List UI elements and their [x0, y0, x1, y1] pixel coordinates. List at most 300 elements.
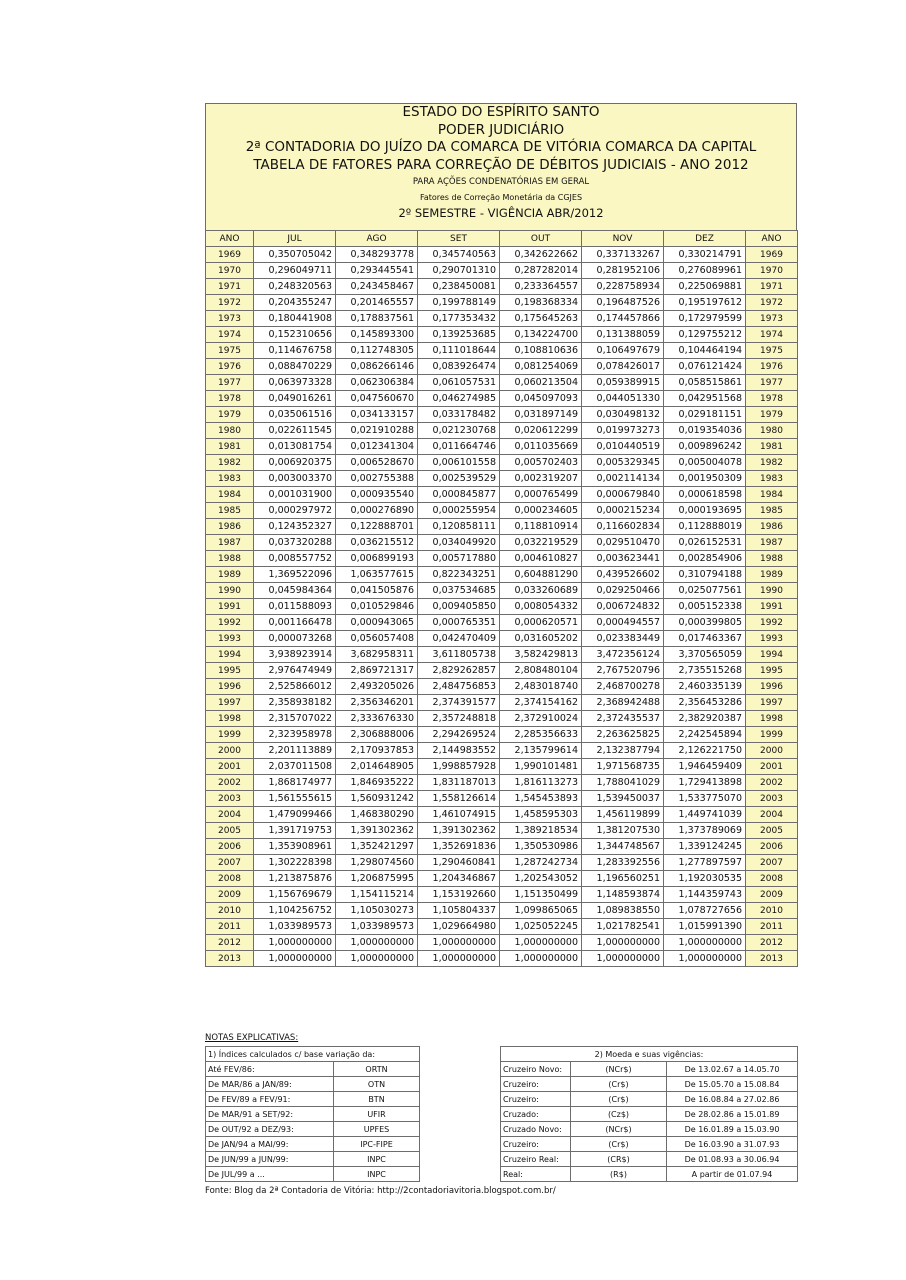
year-cell: 1980 [206, 423, 254, 439]
factor-cell: 0,006101558 [418, 455, 500, 471]
factor-cell: 0,026152531 [664, 535, 746, 551]
currency-period: De 13.02.67 a 14.05.70 [667, 1062, 798, 1077]
factor-cell: 1,290460841 [418, 855, 500, 871]
indices-index: INPC [334, 1167, 420, 1182]
factor-cell: 0,000935540 [336, 487, 418, 503]
year-cell: 1995 [206, 663, 254, 679]
factor-cell: 2,808480104 [500, 663, 582, 679]
indices-notes-table [205, 1046, 420, 1182]
currency-symbol: (Cz$) [571, 1107, 667, 1122]
factor-cell: 2,201113889 [254, 743, 336, 759]
year-cell-right: 1988 [746, 551, 798, 567]
year-cell-right: 1990 [746, 583, 798, 599]
table-row [206, 263, 798, 279]
year-cell: 1993 [206, 631, 254, 647]
factor-cell: 1,998857928 [418, 759, 500, 775]
factor-cell: 3,370565059 [664, 647, 746, 663]
table-row [206, 887, 798, 903]
factor-cell: 1,389218534 [500, 823, 582, 839]
table-row [206, 663, 798, 679]
year-cell: 1976 [206, 359, 254, 375]
factor-cell: 0,104464194 [664, 343, 746, 359]
year-cell: 1981 [206, 439, 254, 455]
indices-row [206, 1137, 420, 1152]
currency-row [501, 1167, 798, 1182]
factor-cell: 1,831187013 [418, 775, 500, 791]
factor-cell: 1,151350499 [500, 887, 582, 903]
table-row [206, 407, 798, 423]
factor-cell: 2,372910024 [500, 711, 582, 727]
factor-cell: 0,058515861 [664, 375, 746, 391]
factor-cell: 1,846935222 [336, 775, 418, 791]
year-cell: 1973 [206, 311, 254, 327]
factor-cell: 0,003623441 [582, 551, 664, 567]
factor-cell: 1,213875876 [254, 871, 336, 887]
year-cell: 1988 [206, 551, 254, 567]
year-cell-right: 1981 [746, 439, 798, 455]
factor-cell: 2,144983552 [418, 743, 500, 759]
year-cell: 2000 [206, 743, 254, 759]
factor-cell: 3,682958311 [336, 647, 418, 663]
year-cell-right: 1999 [746, 727, 798, 743]
table-row [206, 951, 798, 967]
year-cell-right: 1974 [746, 327, 798, 343]
table-row [206, 903, 798, 919]
factor-cell: 1,204346867 [418, 871, 500, 887]
currency-period: De 16.01.89 a 15.03.90 [667, 1122, 798, 1137]
year-cell: 2007 [206, 855, 254, 871]
factor-cell: 0,005004078 [664, 455, 746, 471]
factor-cell: 0,178837561 [336, 311, 418, 327]
factor-cell: 2,767520796 [582, 663, 664, 679]
factor-cell: 1,063577615 [336, 567, 418, 583]
col-header-ano-right: ANO [746, 231, 798, 247]
factor-cell: 2,126221750 [664, 743, 746, 759]
year-cell-right: 1972 [746, 295, 798, 311]
factor-cell: 0,106497679 [582, 343, 664, 359]
factor-cell: 0,129755212 [664, 327, 746, 343]
factor-cell: 0,031897149 [500, 407, 582, 423]
currency-row [501, 1137, 798, 1152]
factor-cell: 2,132387794 [582, 743, 664, 759]
factor-cell: 1,033989573 [254, 919, 336, 935]
factor-cell: 2,368942488 [582, 695, 664, 711]
indices-title-row [206, 1047, 420, 1062]
factor-cell: 0,032219529 [500, 535, 582, 551]
factor-cell: 0,345740563 [418, 247, 500, 263]
currency-row [501, 1077, 798, 1092]
factor-cell: 0,013081754 [254, 439, 336, 455]
header-table-title: TABELA DE FATORES PARA CORREÇÃO DE DÉBITOS JUDICIAIS - ANO 2012 [253, 156, 749, 173]
header-judiciary: PODER JUDICIÁRIO [437, 121, 565, 138]
indices-index: INPC [334, 1152, 420, 1167]
factor-cell: 0,000943065 [336, 615, 418, 631]
currency-symbol: (R$) [571, 1167, 667, 1182]
factor-cell: 0,281952106 [582, 263, 664, 279]
year-cell-right: 1998 [746, 711, 798, 727]
header-contadoria: 2ª CONTADORIA DO JUÍZO DA COMARCA DE VITÓRIA COMARCA DA CAPITAL [245, 139, 757, 155]
year-cell: 1991 [206, 599, 254, 615]
year-cell-right: 2009 [746, 887, 798, 903]
factor-cell: 0,000765499 [500, 487, 582, 503]
factor-cell: 1,196560251 [582, 871, 664, 887]
currency-name: Cruzeiro: [501, 1092, 571, 1107]
year-cell: 1974 [206, 327, 254, 343]
currency-period: De 01.08.93 a 30.06.94 [667, 1152, 798, 1167]
factor-cell: 0,310794188 [664, 567, 746, 583]
year-cell: 1971 [206, 279, 254, 295]
year-cell-right: 2001 [746, 759, 798, 775]
factor-cell: 0,059389915 [582, 375, 664, 391]
factor-cell: 2,483018740 [500, 679, 582, 695]
year-cell: 2002 [206, 775, 254, 791]
currency-row [501, 1107, 798, 1122]
factor-cell: 2,374154162 [500, 695, 582, 711]
year-cell: 1998 [206, 711, 254, 727]
year-cell-right: 2008 [746, 871, 798, 887]
table-row [206, 487, 798, 503]
factor-cell: 2,306888006 [336, 727, 418, 743]
factor-cell: 0,152310656 [254, 327, 336, 343]
table-row [206, 935, 798, 951]
factor-cell: 2,525866012 [254, 679, 336, 695]
factor-cell: 2,829262857 [418, 663, 500, 679]
factor-cell: 0,204355247 [254, 295, 336, 311]
year-cell: 2001 [206, 759, 254, 775]
table-row [206, 503, 798, 519]
table-row [206, 423, 798, 439]
factor-cell: 0,088470229 [254, 359, 336, 375]
year-cell: 1978 [206, 391, 254, 407]
year-cell-right: 2005 [746, 823, 798, 839]
table-row [206, 823, 798, 839]
factor-cell: 0,348293778 [336, 247, 418, 263]
factor-cell: 0,174457866 [582, 311, 664, 327]
indices-period: De OUT/92 a DEZ/93: [206, 1122, 334, 1137]
factor-cell: 0,172979599 [664, 311, 746, 327]
factor-cell: 0,001950309 [664, 471, 746, 487]
factor-cell: 0,293445541 [336, 263, 418, 279]
factor-cell: 1,816113273 [500, 775, 582, 791]
factor-cell: 0,029181151 [664, 407, 746, 423]
factor-cell: 1,468380290 [336, 807, 418, 823]
factor-cell: 1,344748567 [582, 839, 664, 855]
factor-cell: 1,144359743 [664, 887, 746, 903]
factor-cell: 1,298074560 [336, 855, 418, 871]
factor-cell: 0,020612299 [500, 423, 582, 439]
indices-index: IPC-FIPE [334, 1137, 420, 1152]
factor-cell: 0,002319207 [500, 471, 582, 487]
factor-cell: 1,000000000 [582, 951, 664, 967]
factor-cell: 0,000276890 [336, 503, 418, 519]
factor-table [205, 230, 798, 967]
year-cell: 2010 [206, 903, 254, 919]
factor-cell: 0,290701310 [418, 263, 500, 279]
currency-period: De 16.03.90 a 31.07.93 [667, 1137, 798, 1152]
currency-period: A partir de 01.07.94 [667, 1167, 798, 1182]
year-cell-right: 1983 [746, 471, 798, 487]
factor-cell: 1,000000000 [664, 951, 746, 967]
factor-cell: 0,175645263 [500, 311, 582, 327]
currency-symbol: (NCr$) [571, 1062, 667, 1077]
factor-cell: 0,042951568 [664, 391, 746, 407]
year-cell-right: 2003 [746, 791, 798, 807]
table-row [206, 375, 798, 391]
factor-cell: 1,533775070 [664, 791, 746, 807]
factor-cell: 0,019354036 [664, 423, 746, 439]
factor-cell: 2,484756853 [418, 679, 500, 695]
factor-cell: 0,822343251 [418, 567, 500, 583]
factor-cell: 1,369522096 [254, 567, 336, 583]
factor-cell: 0,005329345 [582, 455, 664, 471]
document-header [205, 103, 797, 230]
notes-title: NOTAS EXPLICATIVAS: [205, 1033, 299, 1043]
year-cell: 2012 [206, 935, 254, 951]
factor-cell: 0,000073268 [254, 631, 336, 647]
indices-period: De MAR/86 a JAN/89: [206, 1077, 334, 1092]
factor-cell: 1,156769679 [254, 887, 336, 903]
factor-cell: 1,000000000 [336, 935, 418, 951]
currency-period: De 16.08.84 a 27.02.86 [667, 1092, 798, 1107]
factor-cell: 2,493205026 [336, 679, 418, 695]
factor-cell: 2,358938182 [254, 695, 336, 711]
factor-cell: 2,382920387 [664, 711, 746, 727]
table-row [206, 679, 798, 695]
year-cell: 1989 [206, 567, 254, 583]
factor-cell: 0,134224700 [500, 327, 582, 343]
factor-cell: 0,108810636 [500, 343, 582, 359]
factor-cell: 2,242545894 [664, 727, 746, 743]
year-cell-right: 2004 [746, 807, 798, 823]
indices-index: UPFES [334, 1122, 420, 1137]
factor-cell: 1,000000000 [418, 935, 500, 951]
factor-cell: 0,000620571 [500, 615, 582, 631]
factor-cell: 0,131388059 [582, 327, 664, 343]
factor-cell: 0,056057408 [336, 631, 418, 647]
header-source-note: Fatores de Correção Monetária da CGJES [419, 192, 583, 202]
year-cell: 1999 [206, 727, 254, 743]
year-cell: 1975 [206, 343, 254, 359]
factor-cell: 2,356453286 [664, 695, 746, 711]
col-header-nov: NOV [582, 231, 664, 247]
table-row [206, 551, 798, 567]
factor-cell: 0,120858111 [418, 519, 500, 535]
factor-cell: 2,333676330 [336, 711, 418, 727]
factor-cell: 0,062306384 [336, 375, 418, 391]
currency-notes-table [500, 1046, 798, 1182]
year-cell-right: 1986 [746, 519, 798, 535]
year-cell-right: 1997 [746, 695, 798, 711]
indices-index: ORTN [334, 1062, 420, 1077]
factor-cell: 1,000000000 [582, 935, 664, 951]
currency-row [501, 1092, 798, 1107]
factor-cell: 0,195197612 [664, 295, 746, 311]
factor-cell: 0,006899193 [336, 551, 418, 567]
factor-cell: 0,025077561 [664, 583, 746, 599]
year-cell-right: 1984 [746, 487, 798, 503]
factor-cell: 0,000255954 [418, 503, 500, 519]
factor-cell: 1,545453893 [500, 791, 582, 807]
indices-period: De FEV/89 a FEV/91: [206, 1092, 334, 1107]
col-header-ago: AGO [336, 231, 418, 247]
factor-cell: 0,225069881 [664, 279, 746, 295]
factor-cell: 1,099865065 [500, 903, 582, 919]
factor-cell: 1,078727656 [664, 903, 746, 919]
factor-cell: 0,008054332 [500, 599, 582, 615]
factor-cell: 0,047560670 [336, 391, 418, 407]
factor-cell: 0,145893300 [336, 327, 418, 343]
table-row [206, 711, 798, 727]
currency-name: Cruzeiro Real: [501, 1152, 571, 1167]
year-cell: 1977 [206, 375, 254, 391]
year-cell-right: 1995 [746, 663, 798, 679]
factor-cell: 3,472356124 [582, 647, 664, 663]
currency-name: Cruzeiro: [501, 1077, 571, 1092]
table-row [206, 535, 798, 551]
factor-cell: 0,078426017 [582, 359, 664, 375]
factor-cell: 0,001031900 [254, 487, 336, 503]
indices-title: 1) Índices calculados c/ base variação da: [206, 1047, 420, 1062]
year-cell-right: 2002 [746, 775, 798, 791]
currency-title: 2) Moeda e suas vigências: [501, 1047, 798, 1062]
factor-cell: 0,287282014 [500, 263, 582, 279]
indices-row [206, 1107, 420, 1122]
year-cell: 1982 [206, 455, 254, 471]
factor-cell: 0,031605202 [500, 631, 582, 647]
year-cell-right: 1978 [746, 391, 798, 407]
factor-cell: 0,033178482 [418, 407, 500, 423]
factor-cell: 1,283392556 [582, 855, 664, 871]
factor-cell: 1,192030535 [664, 871, 746, 887]
year-cell-right: 2000 [746, 743, 798, 759]
table-row [206, 519, 798, 535]
factor-cell: 0,011035669 [500, 439, 582, 455]
factor-cell: 0,604881290 [500, 567, 582, 583]
factor-cell: 0,003003370 [254, 471, 336, 487]
year-cell: 2003 [206, 791, 254, 807]
year-cell-right: 2012 [746, 935, 798, 951]
factor-cell: 0,124352327 [254, 519, 336, 535]
indices-row [206, 1062, 420, 1077]
factor-cell: 2,323958978 [254, 727, 336, 743]
factor-cell: 0,041505876 [336, 583, 418, 599]
factor-cell: 0,045097093 [500, 391, 582, 407]
year-cell-right: 2006 [746, 839, 798, 855]
year-cell: 1990 [206, 583, 254, 599]
source-footer: Fonte: Blog da 2ª Contadoria de Vitória: http://2contadoriavitoria.blogspot.com.br/ [205, 1186, 556, 1196]
year-cell: 1985 [206, 503, 254, 519]
currency-symbol: (Cr$) [571, 1077, 667, 1092]
factor-cell: 0,033260689 [500, 583, 582, 599]
factor-cell: 0,036215512 [336, 535, 418, 551]
year-cell-right: 1991 [746, 599, 798, 615]
factor-cell: 0,005152338 [664, 599, 746, 615]
factor-cell: 3,611805738 [418, 647, 500, 663]
table-row [206, 759, 798, 775]
factor-cell: 2,315707022 [254, 711, 336, 727]
factor-cell: 0,006528670 [336, 455, 418, 471]
table-row [206, 311, 798, 327]
factor-cell: 0,010440519 [582, 439, 664, 455]
factor-cell: 2,285356633 [500, 727, 582, 743]
factor-cell: 3,938923914 [254, 647, 336, 663]
year-cell-right: 1971 [746, 279, 798, 295]
factor-cell: 1,000000000 [254, 935, 336, 951]
factor-cell: 0,201465557 [336, 295, 418, 311]
factor-cell: 0,030498132 [582, 407, 664, 423]
factor-cell: 1,456119899 [582, 807, 664, 823]
factor-cell: 3,582429813 [500, 647, 582, 663]
factor-cell: 0,009896242 [664, 439, 746, 455]
factor-cell: 0,023383449 [582, 631, 664, 647]
factor-cell: 1,105030273 [336, 903, 418, 919]
table-row [206, 855, 798, 871]
year-cell: 1969 [206, 247, 254, 263]
factor-cell: 1,868174977 [254, 775, 336, 791]
factor-cell: 1,277897597 [664, 855, 746, 871]
table-row [206, 455, 798, 471]
factor-table-body [206, 247, 798, 967]
factor-cell: 0,044051330 [582, 391, 664, 407]
table-row [206, 359, 798, 375]
indices-row [206, 1122, 420, 1137]
year-cell-right: 1987 [746, 535, 798, 551]
factor-cell: 1,461074915 [418, 807, 500, 823]
year-cell-right: 1982 [746, 455, 798, 471]
factor-cell: 0,008557752 [254, 551, 336, 567]
factor-cell: 2,735515268 [664, 663, 746, 679]
year-cell: 2011 [206, 919, 254, 935]
year-cell: 1979 [206, 407, 254, 423]
year-cell-right: 1996 [746, 679, 798, 695]
factor-cell: 0,350705042 [254, 247, 336, 263]
year-cell-right: 1980 [746, 423, 798, 439]
factor-cell: 1,352421297 [336, 839, 418, 855]
year-cell-right: 1993 [746, 631, 798, 647]
header-semester: 2º SEMESTRE - VIGÊNCIA ABR/2012 [398, 205, 604, 220]
header-subtitle: PARA AÇÕES CONDENATÓRIAS EM GERAL [412, 177, 590, 187]
year-cell-right: 1992 [746, 615, 798, 631]
indices-row [206, 1092, 420, 1107]
currency-title-row [501, 1047, 798, 1062]
factor-cell: 0,012341304 [336, 439, 418, 455]
table-row [206, 583, 798, 599]
factor-cell: 0,001166478 [254, 615, 336, 631]
year-cell-right: 1989 [746, 567, 798, 583]
factor-cell: 0,060213504 [500, 375, 582, 391]
factor-cell: 0,006724832 [582, 599, 664, 615]
factor-cell: 0,042470409 [418, 631, 500, 647]
factor-cell: 1,558126614 [418, 791, 500, 807]
year-cell: 1986 [206, 519, 254, 535]
factor-cell: 1,015991390 [664, 919, 746, 935]
factor-cell: 0,114676758 [254, 343, 336, 359]
factor-cell: 0,111018644 [418, 343, 500, 359]
factor-cell: 1,089838550 [582, 903, 664, 919]
factor-cell: 1,000000000 [664, 935, 746, 951]
factor-cell: 1,021782541 [582, 919, 664, 935]
factor-cell: 0,049016261 [254, 391, 336, 407]
year-cell: 1972 [206, 295, 254, 311]
factor-cell: 0,198368334 [500, 295, 582, 311]
table-row [206, 775, 798, 791]
factor-cell: 1,339124245 [664, 839, 746, 855]
table-row [206, 727, 798, 743]
factor-cell: 1,353908961 [254, 839, 336, 855]
factor-cell: 0,000215234 [582, 503, 664, 519]
currency-symbol: (CR$) [571, 1152, 667, 1167]
year-cell: 1983 [206, 471, 254, 487]
